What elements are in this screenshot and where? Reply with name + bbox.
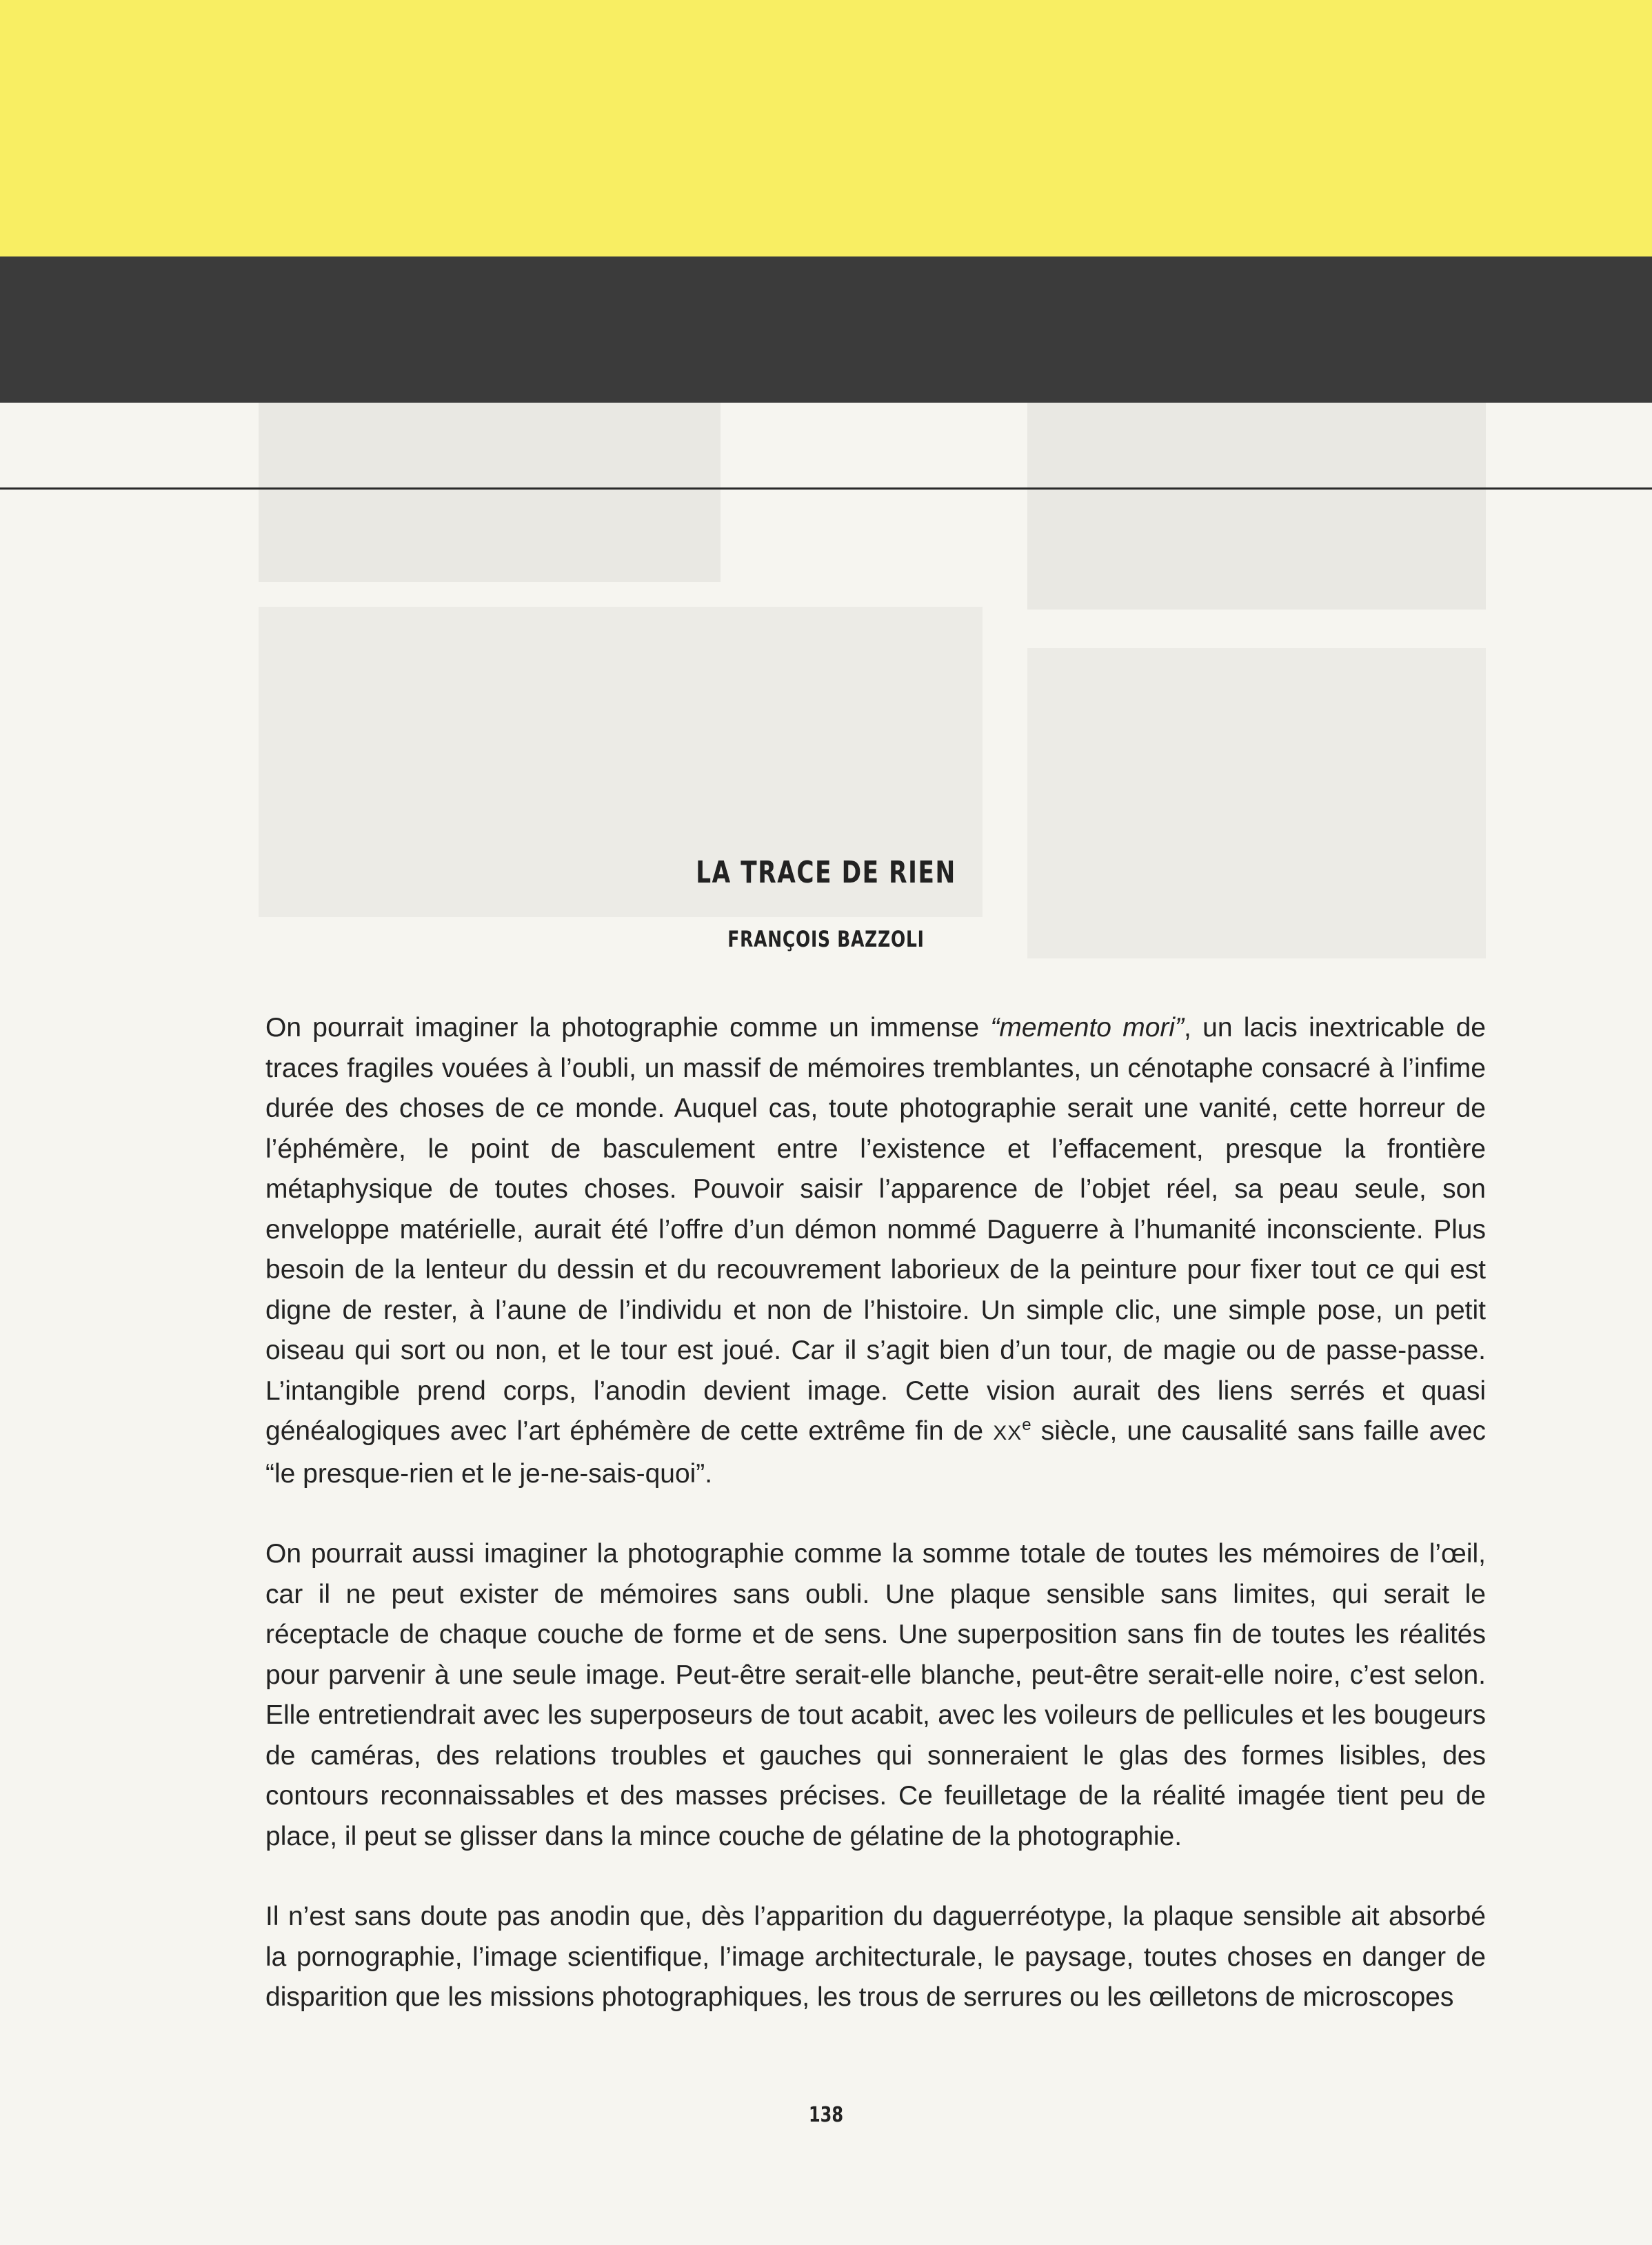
paragraph — [265, 1008, 1486, 1494]
paragraph: Il n’est sans doute pas anodin que, dès l’apparition du daguerréotype, la plaque sensible ait absorbé la pornographie, l’image scientifique, l’image architecturale, le paysage, toutes choses en danger de disparition que les missions photographiques, les trous de serrures ou les œilletons de microscopes — [265, 1902, 1486, 2012]
show-through-shadow — [1027, 648, 1486, 958]
header-rule — [0, 487, 1652, 490]
article-author: FRANÇOIS BAZZOLI — [727, 926, 925, 952]
century-numeral: XX — [993, 1422, 1023, 1444]
show-through-shadow — [1027, 403, 1486, 610]
paragraph: On pourrait aussi imaginer la photographie comme la somme totale de toutes les mémoires de l’œil, car il ne peut exister de mémoires sans oubli. Une plaque sensible sans limites, qui serait le réceptacle de chaque couche de forme et de sens. Une superposition sans fin de toutes les réalités pour parvenir à une seule image. Peut-être serait-elle blanche, peut-être serait-elle noire, c’est selon. Elle entretiendrait avec les superposeurs de tout acabit, avec les voileurs de pellicules et les bougeurs de caméras, des relations troubles et gauches qui sonneraient le glas des formes lisibles, des contours reconnaissables et des masses précises. Ce feuilletage de la réalité imagée tient peu de place, il peut se glisser dans la mince couche de gélatine de la photographie. — [265, 1539, 1486, 1851]
show-through-shadow — [259, 403, 721, 582]
paragraph-text: On pourrait imaginer la photographie comme un immense — [265, 1013, 991, 1043]
header-yellow-band — [0, 0, 1652, 256]
page-number: 138 — [808, 2103, 844, 2127]
header-dark-band — [0, 256, 1652, 403]
superscript: e — [1022, 1416, 1031, 1434]
paragraph-text: siècle, une causalité sans faille avec “le presque-rien et le je-ne-sais-quoi”. — [265, 1416, 1486, 1489]
paragraph-text: , un lacis inextricable de traces fragiles vouées à l’oubli, un massif de mémoires tremblantes, un cénotaphe consacré à l’infime durée des choses de ce monde. Auquel cas, toute photographie serait une vanité, cette horreur de l’éphémère, le point de basculement entre l’existence et l’effacement, presque la frontière métaphysique de toutes choses. Pouvoir saisir l’apparence de l’objet réel, sa peau seule, son enveloppe matérielle, aurait été l’offre d’un démon nommé Daguerre à l’humanité inconsciente. Plus besoin de la lenteur du dessin et du recouvrement laborieux de la peinture pour fixer tout ce qui est digne de rester, à l’aune de l’individu et non de l’histoire. Un simple clic, une simple pose, un petit oiseau qui sort ou non, et le tour est joué. Car il s’agit bien d’un tour, de magie ou de passe-passe. L’intangible prend corps, l’anodin devient image. Cette vision aurait des liens serrés et quasi généalogiques avec l’art éphémère de cette extrême fin de — [265, 1013, 1486, 1446]
article-body — [265, 1008, 1486, 2058]
italic-phrase: “memento mori” — [990, 1013, 1185, 1043]
article-title: LA TRACE DE RIEN — [696, 855, 956, 890]
